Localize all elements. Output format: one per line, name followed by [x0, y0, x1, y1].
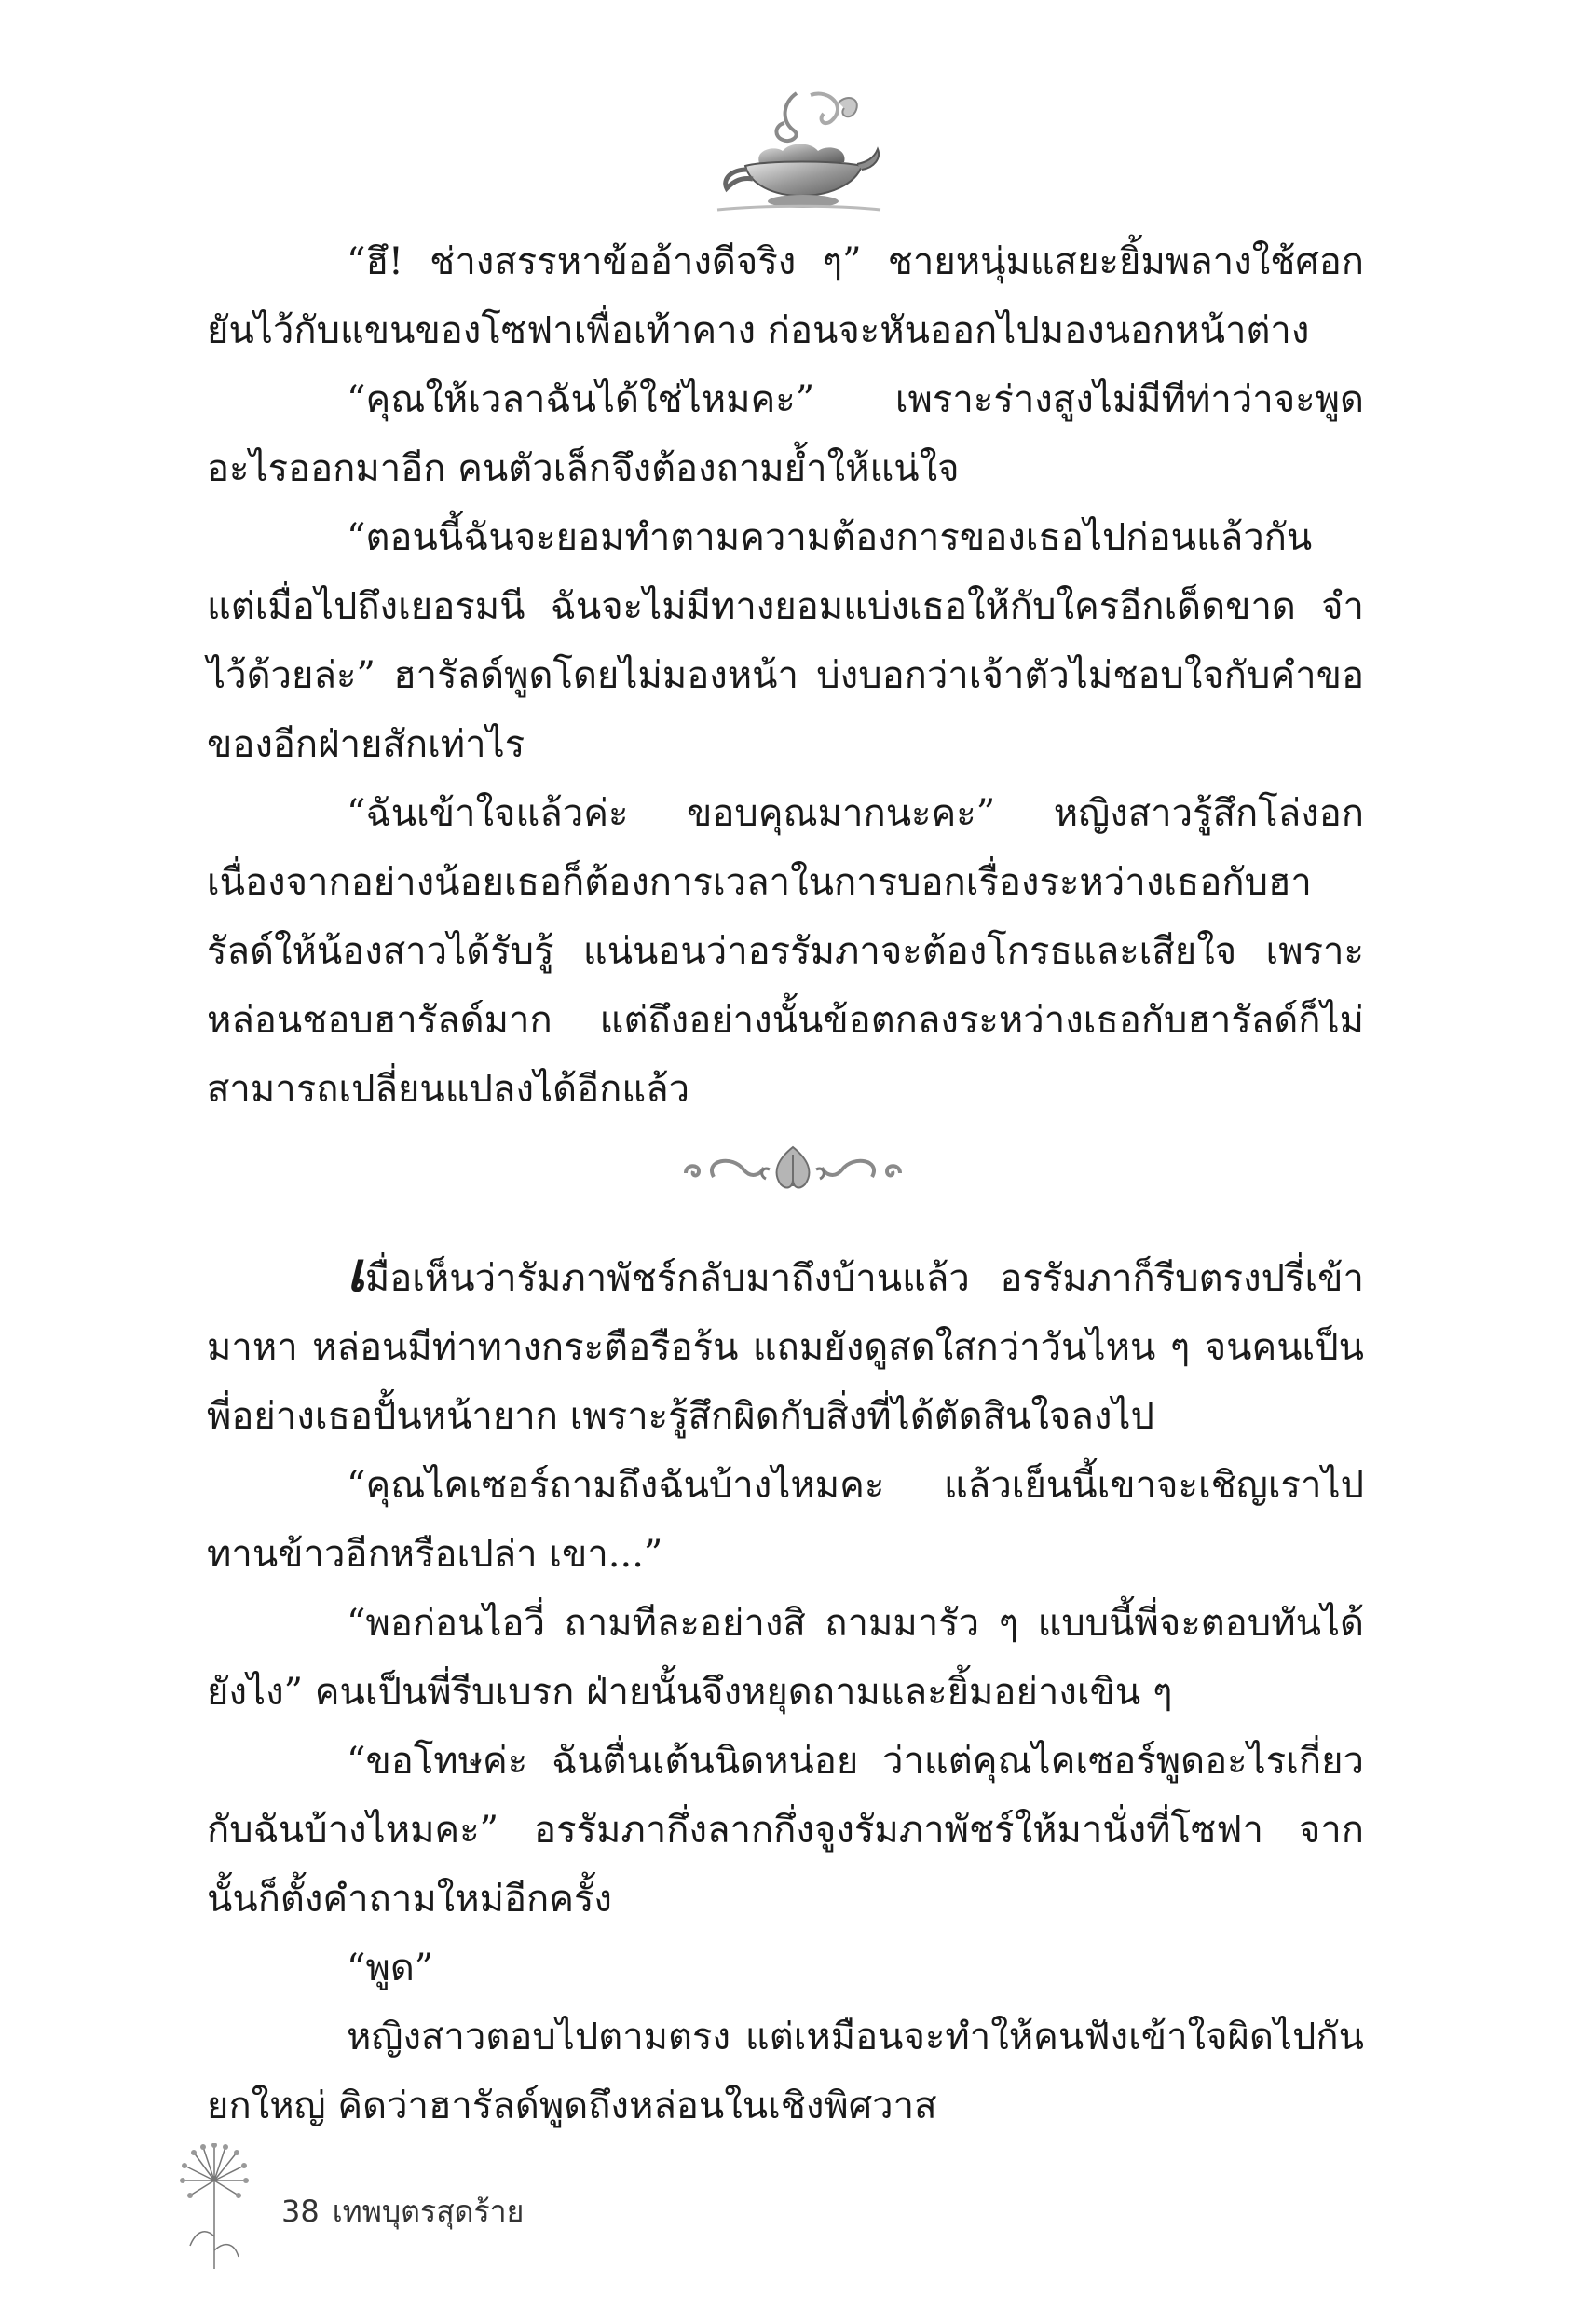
book-title: เทพบุตรสุดร้าย — [332, 2194, 525, 2229]
paragraph-with-dropcap — [207, 1240, 1364, 1451]
footer-text — [281, 2188, 524, 2236]
page-footer — [177, 2143, 643, 2274]
paragraph: “พอก่อนไอวี่ ถามทีละอย่างสิ ถามมารัว ๆ แบบนี้พี่จะตอบทันได้ยังไง” คนเป็นพี่รีบเบรก ฝ่ายนั้นจึงหยุดถามและยิ้มอย่างเขิน ๆ — [207, 1602, 1364, 1714]
paragraph: “คุณไคเซอร์ถามถึงฉันบ้างไหมคะ แล้วเย็นนี้เขาจะเชิญเราไปทานข้าวอีกหรือเปล่า เขา...” — [207, 1464, 1364, 1576]
paragraph: หญิงสาวตอบไปตามตรง แต่เหมือนจะทำให้คนฟังเข้าใจผิดไปกันยกใหญ่ คิดว่าฮารัลด์พูดถึงหล่อนในเชิงพิศวาส — [207, 2016, 1364, 2127]
paragraph: “คุณให้เวลาฉันได้ใช่ไหมคะ” เพราะร่างสูงไม่มีทีท่าว่าจะพูดอะไรออกมาอีก คนตัวเล็กจึงต้องถามย้ำให้แน่ใจ — [207, 378, 1364, 490]
section-2-text — [207, 1240, 1364, 2140]
page-number: 38 — [281, 2194, 320, 2229]
paragraph: “พูด” — [347, 1947, 434, 1990]
lamp-ornament-icon — [708, 84, 885, 224]
paragraph: “ขอโทษค่ะ ฉันตื่นเต้นนิดหน่อย ว่าแต่คุณไคเซอร์พูดอะไรเกี่ยวกับฉันบ้างไหมคะ” อรรัมภากึ่งลากกึ่งจูงรัมภาพัชร์ให้มานั่งที่โซฟา จากนั้นก็ตั้งคำถามใหม่อีกครั้ง — [207, 1740, 1364, 1921]
drop-cap: เ — [347, 1240, 365, 1304]
flower-icon — [177, 2143, 252, 2274]
paragraph: “ฮึ! ช่างสรรหาข้ออ้างดีจริง ๆ” ชายหนุ่มแสยะยิ้มพลางใช้ศอกยันไว้กับแขนของโซฟาเพื่อเท้าคาง ก่อนจะหันออกไปมองนอกหน้าต่าง — [207, 240, 1364, 352]
section-1-text — [207, 227, 1364, 1124]
paragraph: “ตอนนี้ฉันจะยอมทำตามความต้องการของเธอไปก่อนแล้วกัน แต่เมื่อไปถึงเยอรมนี ฉันจะไม่มีทางยอมแบ่งเธอให้กับใครอีกเด็ดขาด จำไว้ด้วยล่ะ” ฮารัลด์พูดโดยไม่มองหน้า บ่งบอกว่าเจ้าตัวไม่ชอบใจกับคำขอของอีกฝ่ายสักเท่าไร — [207, 516, 1364, 766]
paragraph-rest: มื่อเห็นว่ารัมภาพัชร์กลับมาถึงบ้านแล้ว อรรัมภาก็รีบตรงปรี่เข้ามาหา หล่อนมีท่าทางกระตือรือร้น แถมยังดูสดใสกว่าวันไหน ๆ จนคนเป็นพี่อย่างเธอปั้นหน้ายาก เพราะรู้สึกผิดกับสิ่งที่ได้ตัดสินใจลงไป — [207, 1257, 1364, 1438]
scroll-divider-icon — [667, 1142, 919, 1197]
paragraph: “ฉันเข้าใจแล้วค่ะ ขอบคุณมากนะคะ” หญิงสาวรู้สึกโล่งอก เนื่องจากอย่างน้อยเธอก็ต้องการเวลาในการบอกเรื่องระหว่างเธอกับฮารัลด์ให้น้องสาวได้รับรู้ แน่นอนว่าอรรัมภาจะต้องโกรธและเสียใจ เพราะหล่อนชอบฮารัลด์มาก แต่ถึงอย่างนั้นข้อตกลงระหว่างเธอกับฮารัลด์ก็ไม่สามารถเปลี่ยนแปลงได้อีกแล้ว — [207, 792, 1364, 1111]
